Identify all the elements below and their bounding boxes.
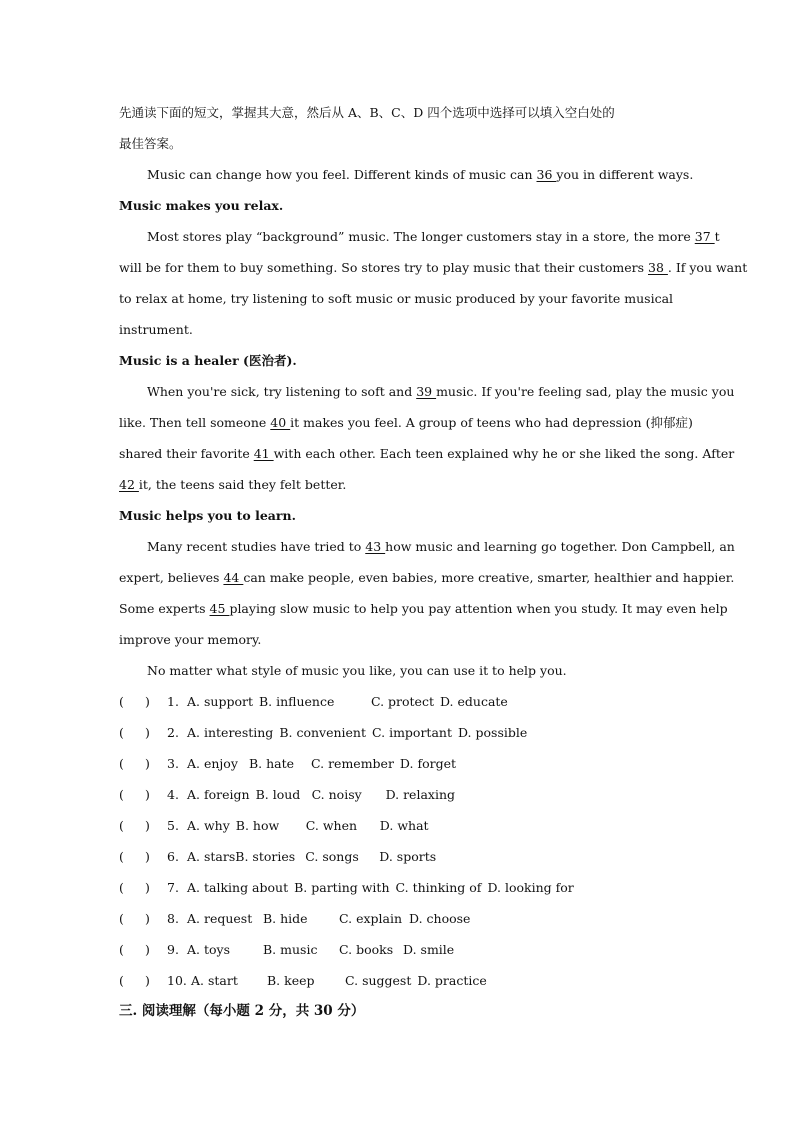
question-item: ( ) 7. A. talking about B. parting with C. thinking of D. looking for <box>119 872 679 903</box>
blank-36: 36 <box>536 167 557 182</box>
option-d: D. forget <box>399 756 456 771</box>
question-item: ( ) 1. A. support B. influence C. protect D. educate <box>119 686 679 717</box>
paragraph-1-line-2: will be for them to buy something. So stores try to play music that their customers 38 . If you want <box>119 260 748 275</box>
option-d: D. smile <box>403 942 455 957</box>
question-item: ( ) 3. A. enjoy B. hate C. remember D. forget <box>119 748 679 779</box>
paragraph-3-line-1: Many recent studies have tried to 43 how music and learning go together. Don Campbell, an <box>147 539 735 554</box>
option-b: B. how <box>235 818 280 833</box>
option-b: B. hide <box>263 911 308 926</box>
option-a: A. start <box>191 973 238 988</box>
option-a: A. stars <box>187 849 236 864</box>
option-c: C. important <box>372 725 452 740</box>
option-c: C. suggest <box>345 973 412 988</box>
option-b: B. keep <box>267 973 315 988</box>
paragraph-2-line-2: like. Then tell someone 40 it makes you feel. A group of teens who had depression (抑郁症) <box>119 415 693 430</box>
option-c: C. books <box>339 942 394 957</box>
heading-healer: Music is a healer (医治者). <box>119 353 297 368</box>
option-c: C. noisy <box>311 787 362 802</box>
paragraph-2-line-4: 42 it, the teens said they felt better. <box>119 477 347 492</box>
option-a: A. why <box>187 818 230 833</box>
document-page <box>119 97 748 1027</box>
question-item: ( ) 10. A. start B. keep C. suggest D. practice <box>119 965 679 996</box>
blank-39: 39 <box>416 384 437 399</box>
blank-44: 44 <box>223 570 244 585</box>
option-d: D. educate <box>439 694 508 709</box>
blank-37: 37 <box>694 229 715 244</box>
blank-40: 40 <box>270 415 291 430</box>
paragraph-3-line-4: improve your memory. <box>119 632 262 647</box>
question-list <box>119 686 679 996</box>
passage-intro: Music can change how you feel. Different kinds of music can 36 you in different ways. <box>147 167 694 182</box>
option-a: A. enjoy <box>187 756 238 771</box>
option-d: D. possible <box>457 725 528 740</box>
question-item: ( ) 6. A. stars B. stories C. songs D. sports <box>119 841 679 872</box>
question-item: ( ) 9. A. toys B. music C. books D. smile <box>119 934 679 965</box>
option-b: B. convenient <box>279 725 367 740</box>
option-c: C. explain <box>339 911 403 926</box>
option-d: D. looking for <box>487 880 574 895</box>
option-a: A. interesting <box>187 725 274 740</box>
blank-41: 41 <box>253 446 274 461</box>
option-b: B. loud <box>255 787 301 802</box>
option-d: D. sports <box>379 849 437 864</box>
blank-42: 42 <box>119 477 139 492</box>
option-d: D. choose <box>409 911 471 926</box>
option-a: A. toys <box>187 942 230 957</box>
heading-relax: Music makes you relax. <box>119 198 284 213</box>
instruction-line-1: 先通读下面的短文，掌握其大意，然后从 A、B、C、D 四个选项中选择可以填入空白处的 <box>119 105 615 120</box>
paragraph-1-line-4: instrument. <box>119 322 193 337</box>
option-d: D. practice <box>417 973 487 988</box>
section-3-title: 三. 阅读理解（每小题 2 分，共 30 分） <box>119 1003 365 1019</box>
option-a: A. foreign <box>187 787 250 802</box>
question-item: ( ) 8. A. request B. hide C. explain D. choose <box>119 903 679 934</box>
option-b: B. influence <box>258 694 335 709</box>
option-c: C. protect <box>370 694 434 709</box>
option-a: A. request <box>187 911 253 926</box>
option-d: D. what <box>379 818 429 833</box>
option-a: A. support <box>187 694 253 709</box>
option-a: A. talking about <box>187 880 289 895</box>
option-b: B. stories <box>235 849 296 864</box>
question-item: ( ) 4. A. foreign B. loud C. noisy D. relaxing <box>119 779 679 810</box>
paragraph-3-line-3: Some experts 45 playing slow music to help you pay attention when you study. It may even help <box>119 601 728 616</box>
blank-45: 45 <box>209 601 230 616</box>
paragraph-3-line-2: expert, believes 44 can make people, even babies, more creative, smarter, healthier and happier. <box>119 570 735 585</box>
paragraph-1-line-1: Most stores play “background” music. The longer customers stay in a store, the more 37 t <box>147 229 720 244</box>
paragraph-2-line-3: shared their favorite 41 with each other. Each teen explained why he or she liked the song. After <box>119 446 735 461</box>
option-b: B. music <box>263 942 318 957</box>
question-item: ( ) 5. A. why B. how C. when D. what <box>119 810 679 841</box>
option-b: B. parting with <box>294 880 390 895</box>
option-c: C. songs <box>305 849 359 864</box>
paragraph-1-line-3: to relax at home, try listening to soft music or music produced by your favorite musical <box>119 291 674 306</box>
option-d: D. relaxing <box>385 787 456 802</box>
question-item: ( ) 2. A. interesting B. convenient C. important D. possible <box>119 717 679 748</box>
blank-43: 43 <box>365 539 386 554</box>
blank-38: 38 <box>648 260 668 275</box>
option-c: C. when <box>305 818 358 833</box>
instruction-line-2: 最佳答案。 <box>119 136 182 151</box>
heading-learn: Music helps you to learn. <box>119 508 296 523</box>
paragraph-2-line-1: When you're sick, try listening to soft and 39 music. If you're feeling sad, play the music you <box>147 384 735 399</box>
option-c: C. remember <box>311 756 394 771</box>
option-b: B. hate <box>249 756 295 771</box>
closing-line: No matter what style of music you like, you can use it to help you. <box>147 663 567 678</box>
option-c: C. thinking of <box>395 880 482 895</box>
